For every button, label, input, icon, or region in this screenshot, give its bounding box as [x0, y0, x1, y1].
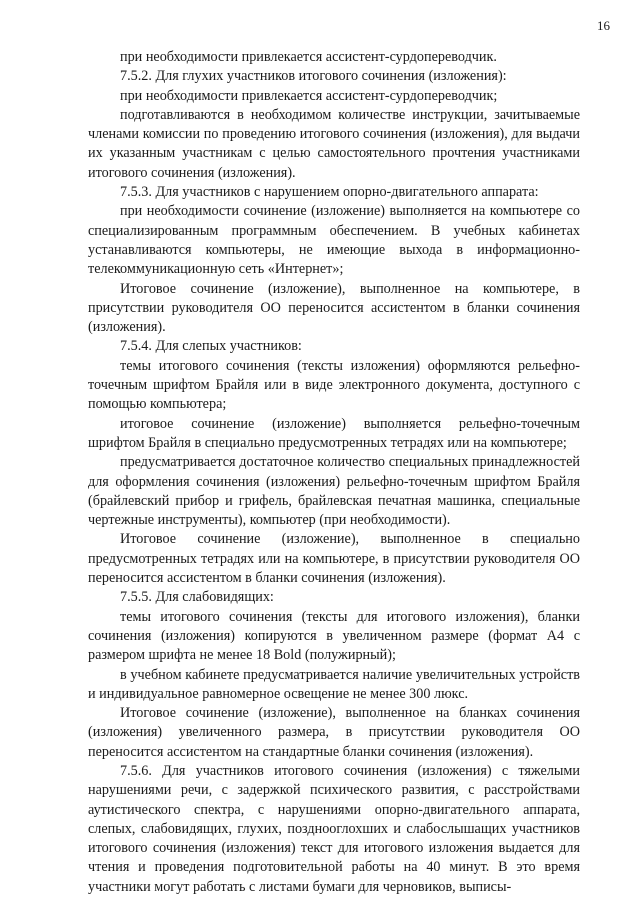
- paragraph-7-5-6-extra-time: 7.5.6. Для участников итогового сочинения (изложения) с тяжелыми нарушениями речи, с задержкой психического развития, с расстройствами аутистического спектра, с нарушениями опорно-двигательного аппарата, слепых, слабовидящих, глухих, позднооглохших и слабослышащих участников итогового сочинения (изложения) текст для итогового изложения выдается для чтения и проведения подготовительной работы на 40 минут. В это время участники могут работать с листами бумаги для черновиков, выписы-: [88, 762, 580, 895]
- paragraph-enlarged-copies: темы итогового сочинения (тексты для итогового изложения), бланки сочинения (изложения) копируются в увеличенном размере (формат А4 с размером шрифта не менее 18 Bold (полужирный);: [88, 608, 580, 664]
- paragraph-computer-transfer: Итоговое сочинение (изложение), выполненное на компьютере, в присутствии руководителя ОО переносится ассистентом в бланки сочинения (изложения).: [88, 280, 580, 336]
- paragraph-magnifiers-lighting: в учебном кабинете предусматривается наличие увеличительных устройств и индивидуальное равномерное освещение не менее 300 люкс.: [88, 666, 580, 702]
- page-body: [88, 48, 580, 897]
- paragraph-braille-writing: итоговое сочинение (изложение) выполняется рельефно-точечным шрифтом Брайля в специально предусмотренных тетрадях или на компьютере;: [88, 415, 580, 451]
- paragraph-computer-software: при необходимости сочинение (изложение) выполняется на компьютере со специализированным программным обеспечением. В учебных кабинетах устанавливаются компьютеры, не имеющие выхода в информационно-телекоммуникационную сеть «Интернет»;: [88, 203, 580, 278]
- paragraph-deaf-interpreter: при необходимости привлекается ассистент-сурдопереводчик;: [120, 87, 498, 104]
- paragraph-braille-transfer: Итоговое сочинение (изложение), выполненное в специально предусмотренных тетрадях или на компьютере, в присутствии руководителя ОО переносится ассистентом в бланки сочинения (изложения).: [88, 531, 580, 587]
- paragraph-braille-supplies: предусматривается достаточное количество специальных принадлежностей для оформления сочинения (изложения) рельефно-точечным шрифтом Брайля (брайлевский прибор и грифель, брайлевская печатная машинка, специальные чертежные инструменты), компьютер (при необходимости).: [88, 454, 580, 529]
- paragraph-deaf-instructions: подготавливаются в необходимом количестве инструкции, зачитываемые членами комиссии по проведению итогового сочинения (изложения), для выдачи их указанным участникам с целью самостоятельного прочтения участниками итогового сочинения (изложения).: [88, 106, 580, 181]
- paragraph-enlarged-transfer: Итоговое сочинение (изложение), выполненное на бланках сочинения (изложения) увеличенного размера, в присутствии руководителя ОО переносится ассистентом на стандартные бланки сочинения (изложения).: [88, 705, 580, 760]
- section-heading-7-5-2: 7.5.2. Для глухих участников итогового сочинения (изложения):: [120, 68, 507, 85]
- section-heading-7-5-4: 7.5.4. Для слепых участников:: [120, 338, 302, 355]
- section-heading-7-5-5: 7.5.5. Для слабовидящих:: [120, 589, 274, 606]
- paragraph-sign-interpreter-note: при необходимости привлекается ассистент-сурдопереводчик.: [120, 49, 497, 65]
- paragraph-braille-topics: темы итогового сочинения (тексты изложения) оформляются рельефно-точечным шрифтом Брайля или в виде электронного документа, доступного с помощью компьютера;: [88, 357, 580, 413]
- page-number: 16: [597, 18, 610, 33]
- section-heading-7-5-3: 7.5.3. Для участников с нарушением опорно-двигательного аппарата:: [120, 184, 539, 201]
